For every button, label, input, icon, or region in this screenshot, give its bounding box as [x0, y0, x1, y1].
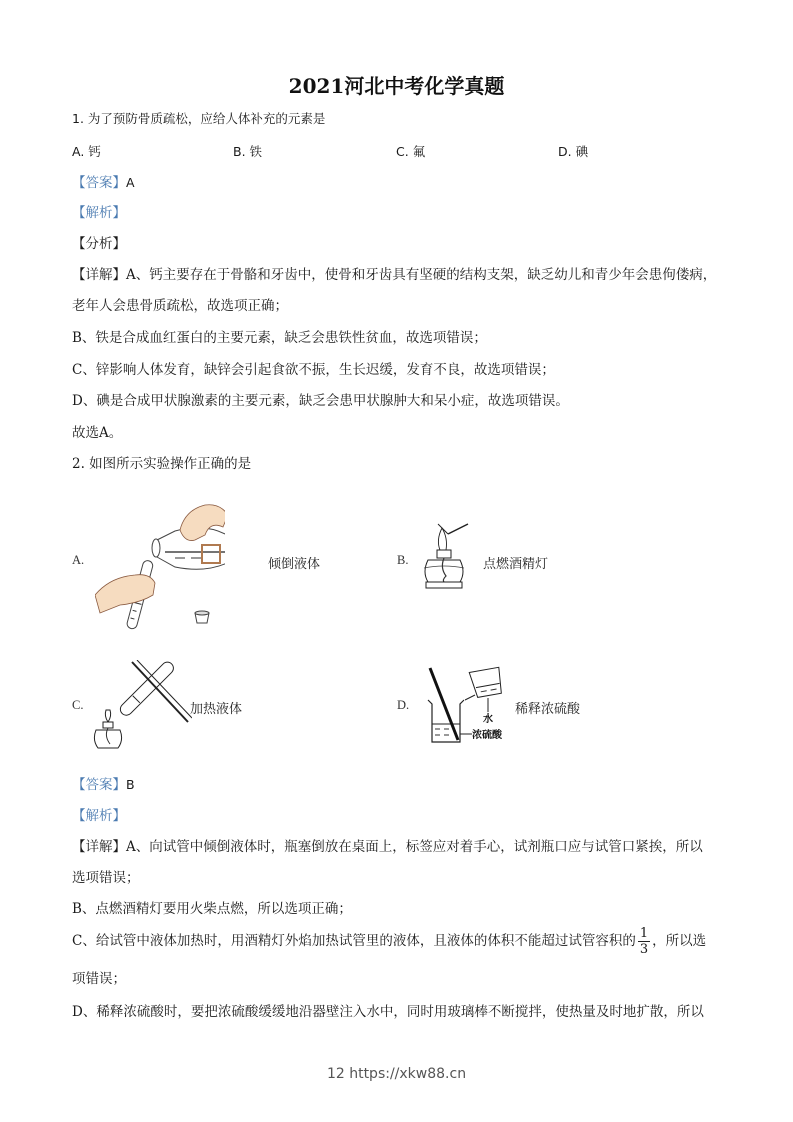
q2-detail-line-3: B、点燃酒精灯要用火柴点燃，所以选项正确；: [72, 901, 352, 917]
fraction-numerator: 1: [639, 926, 649, 941]
q2-figure-b-key: B.: [397, 553, 409, 567]
q1-detail-line-2: 老年人会患骨质疏松，故选项正确；: [72, 298, 288, 314]
answer-label: 【答案】: [72, 777, 126, 793]
q1-detail-line-4: C、锌影响人体发育，缺锌会引起食欲不振，生长迟缓，发育不良，故选项错误；: [72, 362, 555, 378]
page-footer: 12 https://xkw88.cn: [326, 1066, 467, 1082]
option-key: C.: [396, 144, 409, 159]
q2-detail-line-4: [72, 926, 706, 957]
option-key: D.: [558, 144, 572, 159]
q1-detail-line-3: B、铁是合成血红蛋白的主要元素，缺乏会患铁性贫血，故选项错误；: [72, 330, 487, 346]
q1-option-a: [72, 142, 101, 160]
option-key: A.: [72, 144, 85, 159]
q2-answer: [72, 776, 135, 794]
q1-analysis-label: 【解析】: [72, 205, 126, 221]
q1-option-d: [558, 142, 588, 160]
detail-label: 【详解】: [72, 267, 126, 283]
q2-detail-line-1: [72, 838, 703, 856]
q2-analysis-label: 【解析】: [72, 808, 126, 824]
q1-fenxi-label: 【分析】: [72, 236, 126, 252]
q2-stem: 2. 如图所示实验操作正确的是: [72, 456, 252, 472]
q2-figure-c-key: C.: [72, 698, 84, 712]
q1-detail-line-1: [72, 266, 716, 284]
water-label: 水: [483, 714, 493, 725]
q1-detail-line-5: D、碘是合成甲状腺激素的主要元素，缺乏会患甲状腺肿大和呆小症，故选项错误。: [72, 393, 569, 409]
q2-figure-a-key: A.: [72, 553, 85, 567]
diluting-sulfuric-acid-figure: [420, 662, 520, 747]
q1-detail-line-6: 故选A。: [72, 425, 123, 441]
q2-figure-b-caption: 点燃酒精灯: [483, 557, 549, 572]
fraction-one-third: [638, 926, 650, 957]
acid-label: 浓硫酸: [472, 730, 502, 741]
fraction-denominator: 3: [639, 942, 649, 957]
detail-text-suffix: ，所以选: [652, 933, 707, 949]
lighting-alcohol-lamp-figure: [420, 520, 485, 605]
option-text: 铁: [249, 144, 263, 159]
q1-option-b: [233, 142, 262, 160]
heating-liquid-figure: [92, 660, 192, 760]
q1-stem: 1. 为了预防骨质疏松，应给人体补充的元素是: [72, 111, 326, 126]
detail-text: A、向试管中倾倒液体时，瓶塞倒放在桌面上，标签应对着手心，试剂瓶口应与试管口紧挨，所以: [126, 839, 703, 855]
q2-detail-line-2: 选项错误；: [72, 870, 140, 886]
q2-figure-d-caption: 稀释浓硫酸: [515, 702, 581, 717]
q2-detail-line-6: D、稀释浓硫酸时，要把浓硫酸缓缓地沿器壁注入水中，同时用玻璃棒不断搅拌，使热量及时地扩散，所以: [72, 1004, 704, 1020]
option-text: 钙: [88, 144, 101, 159]
document-title: 2021河北中考化学真题: [288, 74, 505, 98]
q2-figure-d-key: D.: [397, 698, 410, 712]
option-text: 碘: [575, 144, 589, 159]
q2-figure-a-caption: 倾倒液体: [268, 557, 321, 572]
detail-text: A、钙主要存在于骨骼和牙齿中，使骨和牙齿具有坚硬的结构支架，缺乏幼儿和青少年会患佝偻病，: [126, 267, 717, 283]
pouring-liquid-figure: [95, 495, 225, 635]
option-key: B.: [233, 144, 246, 159]
q2-detail-line-5: 项错误；: [72, 971, 126, 987]
answer-label: 【答案】: [72, 175, 126, 191]
q2-figure-c-caption: 加热液体: [190, 702, 243, 717]
detail-label: 【详解】: [72, 839, 126, 855]
detail-text: C、给试管中液体加热时，用酒精灯外焰加热试管里的液体，且液体的体积不能超过试管容积的: [72, 933, 636, 949]
q1-option-c: [396, 142, 425, 160]
answer-value: B: [126, 777, 135, 792]
option-text: 氟: [412, 144, 426, 159]
q1-answer: [72, 174, 135, 192]
answer-value: A: [126, 175, 135, 190]
